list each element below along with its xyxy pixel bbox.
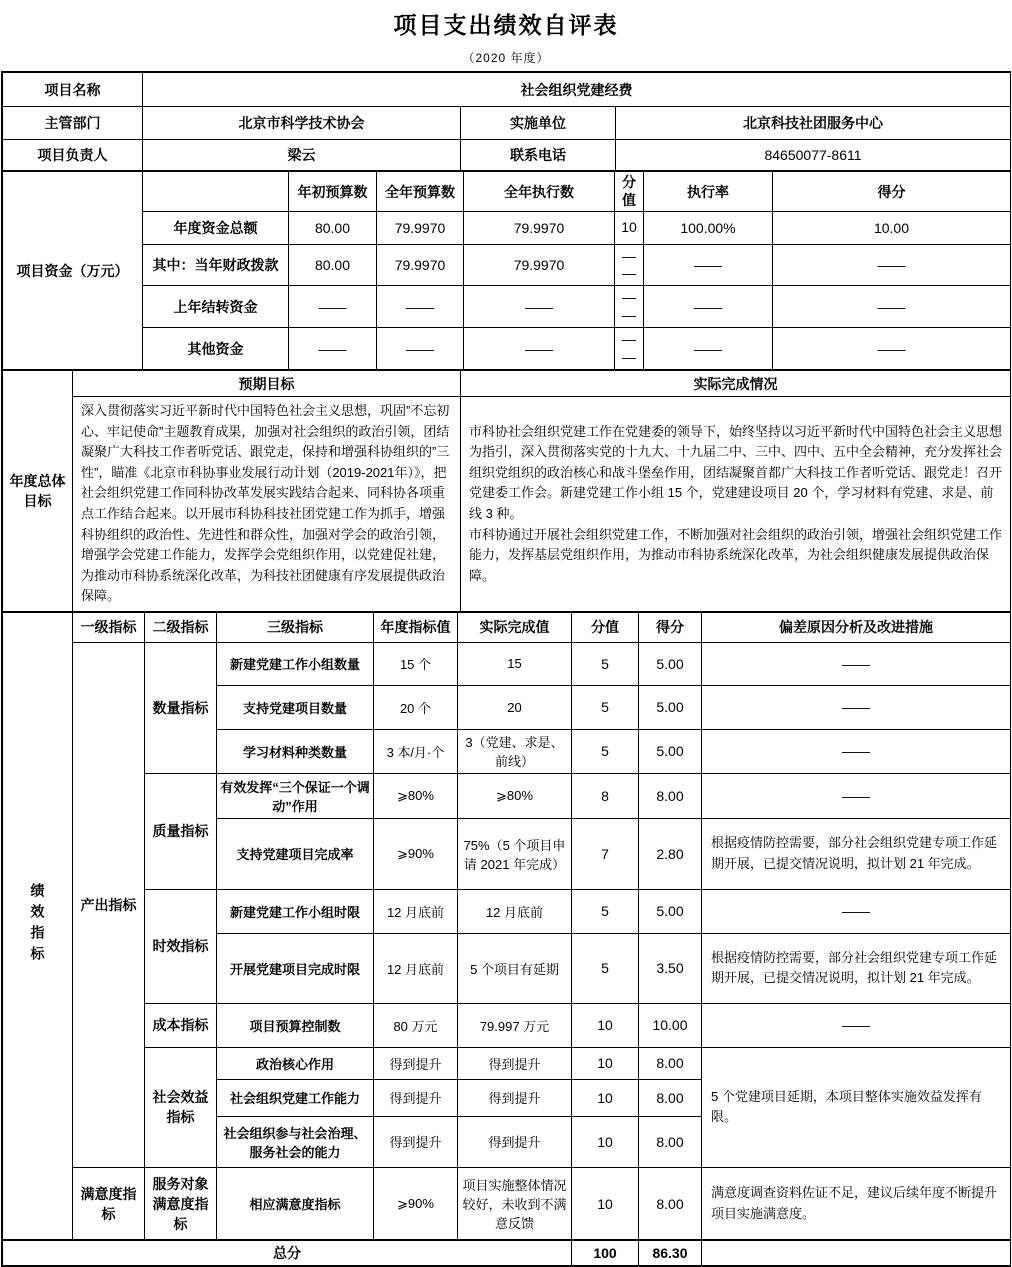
funding-points: 10	[615, 212, 644, 245]
indicator-deviation: 根据疫情防控需要，部分社会组织党建专项工作延期开展，已提交情况说明，拟计划 21 年完成。	[702, 818, 1011, 889]
indicator-target: 15 个	[374, 642, 458, 685]
indicator-points: 7	[572, 818, 639, 889]
indicator-deviation: 根据疫情防控需要，部分社会组织党建专项工作延期开展，已提交情况说明，拟计划 21 年完成。	[702, 933, 1011, 1003]
indicator-actual: 75%（5 个项目申请 2021 年完成）	[458, 818, 572, 889]
funding-executed: 79.9970	[464, 245, 615, 286]
funding-empty-header	[143, 172, 289, 212]
indicator-target: 得到提升	[374, 1116, 458, 1167]
dept-label: 主管部门	[3, 107, 143, 140]
phone-value: 84650077-8611	[616, 140, 1011, 171]
funding-exec-rate: ——	[644, 245, 773, 286]
indicator-actual: 3（党建、求是、前线）	[458, 729, 572, 773]
indicator-name: 支持党建项目完成率	[217, 818, 374, 889]
header-actual: 实际完成值	[458, 612, 572, 642]
level1-output: 产出指标	[73, 642, 145, 1167]
header-target: 年度指标值	[374, 612, 458, 642]
indicator-points: 5	[572, 889, 639, 933]
funding-initial: 80.00	[289, 245, 377, 286]
funding-exec-rate: ——	[644, 328, 773, 370]
indicator-name: 项目预算控制数	[217, 1003, 374, 1047]
project-name-value: 社会组织党建经费	[143, 73, 1011, 107]
funding-exec-rate: ——	[644, 286, 773, 328]
indicator-deviation: ——	[702, 773, 1011, 818]
indicator-name: 新建党建工作小组数量	[217, 642, 374, 685]
page-subtitle: （2020 年度）	[462, 51, 550, 65]
funding-initial: ——	[289, 286, 377, 328]
expected-goal-text	[73, 397, 461, 612]
leader-label: 项目负责人	[3, 140, 143, 171]
indicator-actual: 得到提升	[458, 1047, 572, 1079]
level2-quality: 质量指标	[145, 773, 217, 889]
indicator-score: 5.00	[639, 729, 702, 773]
indicator-score: 8.00	[639, 1047, 702, 1079]
funding-score: 10.00	[773, 212, 1011, 245]
goal-section-label: 年度总体目标	[3, 371, 73, 612]
table-row	[3, 73, 1011, 107]
indicator-actual: 15	[458, 642, 572, 685]
indicator-points: 10	[572, 1079, 639, 1116]
indicator-points: 10	[572, 1116, 639, 1167]
level2-timeliness: 时效指标	[145, 889, 217, 1003]
table-row	[3, 107, 1011, 140]
funding-score: ——	[773, 245, 1011, 286]
indicator-name: 新建党建工作小组时限	[217, 889, 374, 933]
funding-executed: ——	[464, 286, 615, 328]
indicator-score: 8.00	[639, 773, 702, 818]
header-level1: 一级指标	[73, 612, 145, 642]
total-label: 总分	[3, 1240, 572, 1266]
project-name-label: 项目名称	[3, 73, 143, 107]
level2-service-satisfaction: 服务对象满意度指标	[145, 1167, 217, 1240]
header-score: 得分	[639, 612, 702, 642]
indicator-target: 12 月底前	[374, 933, 458, 1003]
indicator-target: 得到提升	[374, 1079, 458, 1116]
indicator-target: 20 个	[374, 685, 458, 729]
indicator-deviation: ——	[702, 889, 1011, 933]
indicator-name: 社会组织参与社会治理、服务社会的能力	[217, 1116, 374, 1167]
funding-exec-rate: 100.00%	[644, 212, 773, 245]
funding-annual: 79.9970	[377, 212, 464, 245]
indicator-score: 3.50	[639, 933, 702, 1003]
indicator-row	[3, 642, 1011, 685]
indicator-score: 5.00	[639, 889, 702, 933]
actual-result-header: 实际完成情况	[461, 371, 1011, 397]
total-row	[3, 1240, 1011, 1266]
indicator-deviation: 满意度调查资料佐证不足，建议后续年度不断提升项目实施满意度。	[702, 1167, 1011, 1240]
indicator-deviation: ——	[702, 685, 1011, 729]
indicator-section-label-text: 绩效指标	[29, 882, 46, 967]
indicator-name: 政治核心作用	[217, 1047, 374, 1079]
indicator-actual: ⩾80%	[458, 773, 572, 818]
header-level2: 二级指标	[145, 612, 217, 642]
indicator-actual: 得到提升	[458, 1116, 572, 1167]
indicator-row	[3, 1047, 1011, 1079]
funding-header-initial: 年初预算数	[289, 172, 377, 212]
funding-score: ——	[773, 328, 1011, 370]
indicator-actual: 5 个项目有延期	[458, 933, 572, 1003]
funding-header-annual: 全年预算数	[377, 172, 464, 212]
indicator-row	[3, 773, 1011, 818]
leader-value: 梁云	[143, 140, 461, 171]
indicator-score: 8.00	[639, 1079, 702, 1116]
funding-row-total	[3, 212, 1011, 245]
indicator-points: 10	[572, 1167, 639, 1240]
funding-executed: 79.9970	[464, 212, 615, 245]
indicator-actual: 79.997 万元	[458, 1003, 572, 1047]
indicator-actual: 20	[458, 685, 572, 729]
goal-body-row	[3, 397, 1011, 612]
total-points: 100	[572, 1240, 639, 1266]
indicator-name: 相应满意度指标	[217, 1167, 374, 1240]
indicator-points: 5	[572, 933, 639, 1003]
indicator-points: 5	[572, 685, 639, 729]
funding-initial: ——	[289, 328, 377, 370]
funding-annual: ——	[377, 286, 464, 328]
funding-executed: ——	[464, 328, 615, 370]
social-benefit-deviation: 5 个党建项目延期，本项目整体实施效益发挥有限。	[702, 1047, 1011, 1167]
level1-satisfaction: 满意度指标	[73, 1167, 145, 1240]
indicator-points: 10	[572, 1003, 639, 1047]
indicator-score: 8.00	[639, 1167, 702, 1240]
funding-row-fiscal	[3, 245, 1011, 286]
expected-goal-paragraph: 深入贯彻落实习近平新时代中国特色社会主义思想，巩固”不忘初心、牢记使命”主题教育成果，加强对社会组织的政治引领，团结凝聚广大科技工作者听党话、跟党走，保持和增强科协组织的”三性”，瞄准《北京市科协事业发展行动计划（2019-2021年）》，把社会组织党建工作同科协改革发展实践结合起来、同科协各项重点工作结合起来。以开展市科协科技社团党建工作为抓手，增强科协组织的政治性、先进性和群众性，加强对学会的政治引领，增强学会党建工作能力，发挥学会党组织作用，以党建促社建，为推动市科协系统深化改革，为科技社团健康有序发展提供政治保障。	[81, 403, 450, 604]
indicator-points: 5	[572, 642, 639, 685]
total-empty-cell	[702, 1240, 1011, 1266]
indicator-points: 10	[572, 1047, 639, 1079]
indicator-score: 8.00	[639, 1116, 702, 1167]
expected-goal-header: 预期目标	[73, 371, 461, 397]
funding-header-executed: 全年执行数	[464, 172, 615, 212]
indicator-target: 3 本/月·个	[374, 729, 458, 773]
funding-points: ——	[615, 286, 644, 328]
funding-points: ——	[615, 328, 644, 370]
indicator-deviation: ——	[702, 642, 1011, 685]
table-row	[3, 140, 1011, 171]
indicator-target: 12 月底前	[374, 889, 458, 933]
indicator-points: 8	[572, 773, 639, 818]
indicator-score: 10.00	[639, 1003, 702, 1047]
indicator-score: 5.00	[639, 685, 702, 729]
dept-value: 北京市科学技术协会	[143, 107, 461, 140]
funding-row-carryover	[3, 286, 1011, 328]
funding-points: ——	[615, 245, 644, 286]
actual-result-text	[461, 397, 1011, 612]
goal-header-row	[3, 371, 1011, 397]
funding-row-other	[3, 328, 1011, 370]
info-table	[2, 72, 1011, 171]
funding-annual: ——	[377, 328, 464, 370]
funding-header-score: 得分	[773, 172, 1011, 212]
header-deviation: 偏差原因分析及改进措施	[702, 612, 1011, 642]
funding-row-label: 其中：当年财政拨款	[143, 245, 289, 286]
indicator-score: 2.80	[639, 818, 702, 889]
funding-row-label: 上年结转资金	[143, 286, 289, 328]
indicator-name: 社会组织党建工作能力	[217, 1079, 374, 1116]
indicator-actual: 12 月底前	[458, 889, 572, 933]
indicator-actual: 项目实施整体情况较好，未收到不满意反馈	[458, 1167, 572, 1240]
indicator-row	[3, 1003, 1011, 1047]
funding-annual: 79.9970	[377, 245, 464, 286]
indicator-row	[3, 889, 1011, 933]
level2-quantity: 数量指标	[145, 642, 217, 773]
page-title: 项目支出绩效自评表	[393, 12, 619, 38]
header-points: 分值	[572, 612, 639, 642]
indicator-target: 80 万元	[374, 1003, 458, 1047]
funding-score: ——	[773, 286, 1011, 328]
indicator-name: 支持党建项目数量	[217, 685, 374, 729]
funding-row-label: 其他资金	[143, 328, 289, 370]
level2-cost: 成本指标	[145, 1003, 217, 1047]
total-score: 86.30	[639, 1240, 702, 1266]
indicator-name: 有效发挥“三个保证一个调动”作用	[217, 773, 374, 818]
annual-goal-table	[2, 370, 1011, 612]
indicator-points: 5	[572, 729, 639, 773]
indicator-section-label	[3, 612, 73, 1240]
indicator-target: ⩾90%	[374, 818, 458, 889]
actual-result-paragraph-1: 市科协社会组织党建工作在党建委的领导下，始终坚持以习近平新时代中国特色社会主义思想为指引，深入贯彻落实党的十九大、十九届二中、三中、四中、五中全会精神，充分发挥社会组织党组织的政治核心和战斗堡垒作用，团结凝聚首都广大科技工作者听党话、跟党走！召开党建委工作会。新建党建工作小组 15 个，党建建设项目 20 个，学习材料有党建、求是、前线 3 种。	[469, 423, 1003, 521]
funding-initial: 80.00	[289, 212, 377, 245]
phone-label: 联系电话	[461, 140, 616, 171]
indicator-deviation: ——	[702, 729, 1011, 773]
indicator-header-row	[3, 612, 1011, 642]
funding-row-label: 年度资金总额	[143, 212, 289, 245]
header-level3: 三级指标	[217, 612, 374, 642]
indicator-name: 开展党建项目完成时限	[217, 933, 374, 1003]
impl-unit-value: 北京科技社团服务中心	[616, 107, 1011, 140]
impl-unit-label: 实施单位	[461, 107, 616, 140]
indicator-name: 学习材料种类数量	[217, 729, 374, 773]
indicator-deviation: ——	[702, 1003, 1011, 1047]
level2-social-benefit: 社会效益指标	[145, 1047, 217, 1167]
indicator-target: 得到提升	[374, 1047, 458, 1079]
indicator-target: ⩾80%	[374, 773, 458, 818]
form-table	[1, 71, 1011, 1267]
funding-header-row	[3, 172, 1011, 212]
indicator-score: 5.00	[639, 642, 702, 685]
indicator-actual: 得到提升	[458, 1079, 572, 1116]
funding-header-points: 分值	[615, 172, 644, 212]
actual-result-paragraph-2: 市科协通过开展社会组织党建工作，不断加强对社会组织的政治引领，增强社会组织党建工作能力，发挥基层党组织作用，为推动市科协系统深化改革，为社会组织健康发展提供政治保障。	[469, 526, 1003, 583]
indicator-row	[3, 1167, 1011, 1240]
indicator-target: ⩾90%	[374, 1167, 458, 1240]
funding-header-exec-rate: 执行率	[644, 172, 773, 212]
funding-table	[2, 171, 1011, 370]
funding-section-label: 项目资金（万元）	[3, 172, 143, 370]
indicator-table	[2, 612, 1011, 1267]
